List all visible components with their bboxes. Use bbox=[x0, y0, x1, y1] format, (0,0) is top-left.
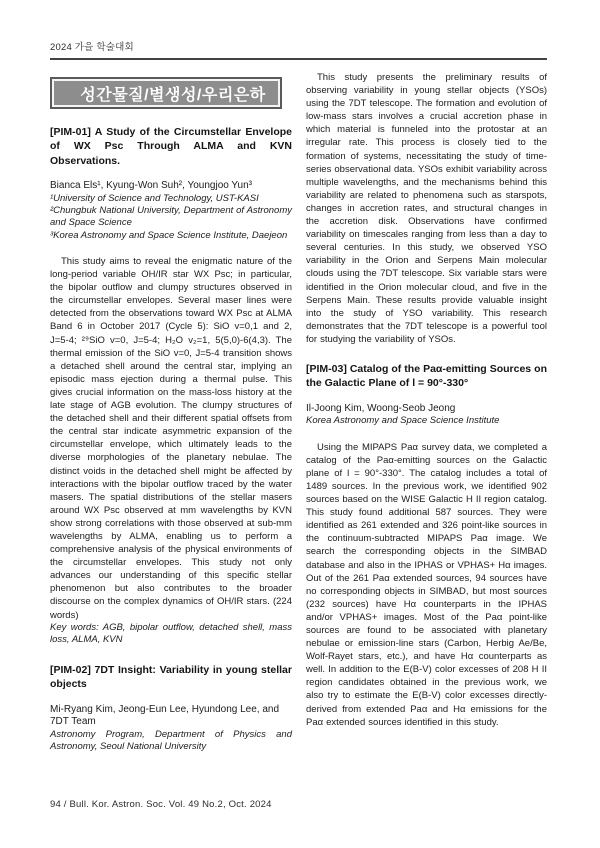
abstract-pim03-affiliation: Korea Astronomy and Space Science Institute bbox=[306, 415, 500, 427]
session-banner: 성간물질/별생성/우리은하 bbox=[50, 77, 282, 109]
page-footer: 94 / Bull. Kor. Astron. Soc. Vol. 49 No.2, Oct. 2024 bbox=[50, 799, 272, 810]
abstract-pim01-authors: Bianca Els¹, Kyung-Won Suh², Youngjoo Yun³ bbox=[50, 180, 252, 192]
abstract-pim01-title: [PIM-01] A Study of the Circumstellar Envelope of WX Psc Through ALMA and KVN Observations. bbox=[50, 126, 292, 167]
abstract-pim02-title: [PIM-02] 7DT Insight: Variability in young stellar objects bbox=[50, 663, 292, 691]
abstract-pim02-affiliation: Astronomy Program, Department of Physics and Astronomy, Seoul National University bbox=[50, 728, 292, 753]
abstract-pim01-affiliation-1: ¹University of Science and Technology, UST-KASI bbox=[50, 192, 259, 204]
abstract-pim02-authors: Mi-Ryang Kim, Jeong-Eun Lee, Hyundong Lee, and 7DT Team bbox=[50, 703, 280, 728]
abstract-pim01-affiliation-3: ³Korea Astronomy and Space Science Institute, Daejeon bbox=[50, 229, 288, 241]
abstract-pim01-body: This study aims to reveal the enigmatic nature of the long-period variable OH/IR star WX Psc; in particular, the bipolar outflow and clumpy structures observed in the circumstellar envelopes. Several maser lines were detected from the observations toward WX Psc at ALMA Band 6 in October 2017 (Cycle 5): SiO v=0,1 and 2, J=5-4; ²⁹SiO v=0, J=5-4; H₂O v₂=1, 5(5,0)-6(4,3). The thermal emission of the SiO v=0, J=5-4 transition shows a detached shell around the central star, implying an episodic mass ejection during a thermal pulse. This gives crucial information on the mass-loss history at the late stage of AGB evolution. The clumpy structures of the detached shell and their different spatial offsets from the central star indicate asymmetric expansion of the circumstellar envelope, which ultimately leads to the diverse morphologies of the planetary nebulae. The distinct voids in the detached shell might be affected by interactions with the bipolar outflow traced by the water masers. The spatial distributions of the stellar masers around WX Psc observed at mm wavelengths by KVN show strong correlations with those observed at sub-mm wavelengths by ALMA, enabling us to perform a comprehensive analysis of the physical environments of the circumstellar envelopes. This study not only advances our understanding of this specific stellar phenomenon but also contributes to the broader discourse on the complex dynamics of OH/IR stars. (224 words) bbox=[50, 256, 292, 621]
abstract-pim03-authors: Il-Joong Kim, Woong-Seob Jeong bbox=[306, 402, 456, 414]
abstract-pim03-title: [PIM-03] Catalog of the Paα-emitting Sources on the Galactic Plane of l = 90°-330° bbox=[306, 362, 547, 390]
right-column bbox=[306, 71, 547, 729]
abstract-pim01-affiliation-2: ²Chungbuk National University, Department of Astronomy and Space Science bbox=[50, 205, 292, 229]
abstract-pim01-keywords: Key words: AGB, bipolar outflow, detached shell, mass loss, ALMA, KVN bbox=[50, 621, 292, 646]
abstract-pim02-body: This study presents the preliminary results of observing variability in young stellar objects (YSOs) using the 7DT telescope. The formation and evolution of low-mass stars involves a crucial accretion phase in which material is funneled into the protostar at an irregular rate. This process is closely tied to the formation of systems, necessitating the study of time-series observational data. YSOs exhibit variability across multiple wavelengths, and the mechanisms behind this variability are related to phenomena such as starspots, changes in accretion rates, and structural changes in the accretion disk. Observations have confirmed variability on timescales ranging from less than a day to several centuries. In this study, we observed YSO variability in the Orion and Serpens Main molecular clouds using the 7DT telescope. Six variable stars were identified in the Orion molecular cloud, and five in the Serpens Main. These results provide valuable insight into the study of YSO variability. This research demonstrates that the 7DT telescope is a powerful tool for studying the variability of YSOs. bbox=[306, 72, 547, 345]
left-column bbox=[50, 77, 292, 753]
running-header: 2024 가을 학술대회 bbox=[50, 39, 547, 60]
abstract-pim03-body: Using the MIPAPS Paα survey data, we completed a catalog of the Paα-emitting sources on the Galactic plane of l = 90°-330°. The catalog includes a total of 1489 sources. In the previous work, we identified 902 sources based on the WISE Galactic H II region catalog. This study found additional 587 sources. They were identified as 261 extended and 326 point-like sources in the continuum-subtracted MIPAPS Paα image. We search the corresponding objects in the SIMBAD database and also in the IPHAS or VPHAS+ Hα images. Out of the 261 Paα extended sources, 94 sources have no corresponding objects in SIMBAD, but most sources (232 sources) have Hα counterparts in the IPHAS and/or VPHAS+ images. Most of the Paα point-like sources are found to be associated with planetary nebulae or emission-line stars (Carbon, Herbig Ae/Be, Wolf-Rayet stars, etc.), and have Hα counterparts as well. In addition to the E(B-V) color excesses of 208 H II region candidates obtained in the previous work, we also try to estimate the E(B-V) color excesses directly-derived from extended Paα and Hα emissions for the Paα extended sources identified in this study. bbox=[306, 441, 547, 728]
